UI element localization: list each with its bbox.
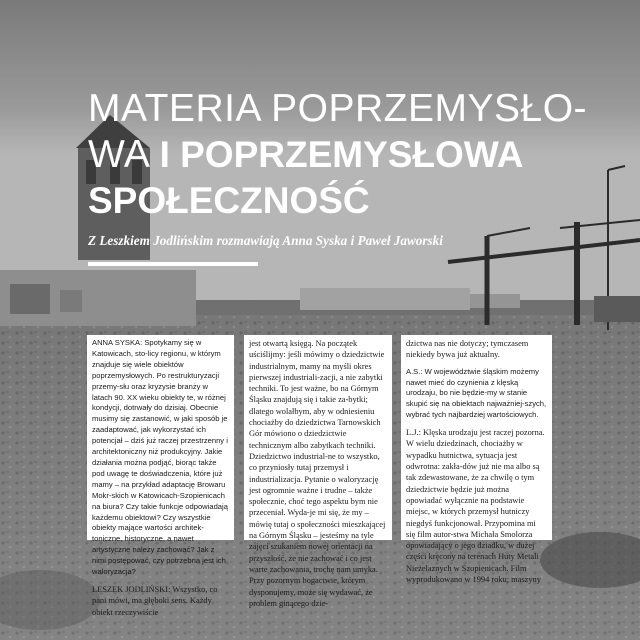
question-paragraph: ANNA SYSKA: Spotykamy się w Katowicach, sto-licy regionu, w którym znajduje się wiele obiektów poprzemysłowych. Po restrukturyzacji przemy-słu oraz kryzysie branży w latach 90. XX wieku obiekty te, w różnej kondycji, dotrwały do dzisiaj. Obecnie musimy się zastanowić, w jaki sposób je zaadaptować, jak wykorzystać ich potencjał – dziś już raczej przestrzenny i architektoniczny niż produkcyjny. Jakie działania można podjąć, biorąc także pod uwagę te doświadczenia, które już mamy – na przykład adaptację Browaru Mokr-skich w Katowicach-Szopienicach na biura? Czy takie funkcje odpowiadają każdemu obiektowi? Czy wszystkie obiekty mające wartości architek-toniczne, historyczne, a nawet artystyczne należy zachować? Jak z nimi postępować, czy potrzebna jest ich waloryzacja? — [92, 338, 228, 577]
title-bold-line-2: SPOŁECZNOŚĆ — [88, 180, 370, 221]
text-column-3 — [401, 335, 552, 584]
title-thin-line-2: WA — [88, 133, 160, 176]
answer-paragraph-continued: jest otwartą księgą. Na początek uściślijmy: jeśli mówimy o dziedzictwie industrialnym, mamy na myśli okres pierwszej industriali-zacji, a nie zabytki techniki. To jest ważne, bo na Górnym Śląsku znajdują się i takie za-bytki; dlatego wolałbym, aby w odniesieniu chociażby do dziedzictwa Tarnowskich Gór mówiono o dziedzictwie technicznym albo zabytkach techniki. Dziedzictwo industrial-ne to wszystko, co przyniosły tutaj przemysł i industrializacja. Pytanie o waloryzację jest ogromnie ważne i trudne – także społecznie, choć tego aspektu bym nie przeceniał. Wyda-je mi się, że my – mówię tutaj o społeczności mieszkającej na Górnym Śląsku – jesteśmy na tyle zajęci szukaniem nowej orientacji na przyszłość, że nie zachować i co jest warte zachowania, trochę nam umyka. Przy pozornym bogactwie, którym dysponujemy, może się wydawać, że problem ginącego dzie- — [249, 339, 386, 608]
title-underline — [88, 262, 258, 266]
answer-paragraph: LESZEK JODLIŃSKI: Wszystko, co pani mówi, ma głęboki sens. Każdy obiekt rzeczywiście — [92, 584, 218, 617]
title-thin-line-1: MATERIA POPRZEMYSŁO- — [88, 87, 588, 130]
text-column-1 — [87, 335, 234, 617]
article-subtitle: Z Leszkiem Jodlińskim rozmawiają Anna Syska i Paweł Jaworski — [88, 233, 443, 248]
answer-paragraph-2: L.J.: Klęska urodzaju jest raczej pozorna. W wielu dziedzinach, chociażby w wypadku hutnictwa, sytuacja jest odwrotna: zakła-dów już nie ma albo są tak zdewastowane, że za chwilę o tym dziedzictwie będzie już można opowiadać wyłącznie na podstawie miejsc, w których przemysł hutniczy niegdyś funkcjonował. Przypomina mi się film autor-stwa Michała Smolorza opowiadający o jego dziadku, w dużej części kręcony na terenach Huty Metali Nieżelaznych w Szopienicach. Film wyprodukowano w 1994 roku; maszyny — [406, 428, 545, 584]
title-bold-line-1: I POPRZEMYSŁOWA — [159, 134, 524, 175]
answer-paragraph-end: dzictwa nas nie dotyczy; tymczasem niekiedy bywa już aktualny. — [406, 339, 529, 360]
text-column-2 — [244, 335, 392, 608]
article-title — [88, 86, 608, 224]
question-paragraph-2: A.S.: W województwie śląskim możemy nawet mieć do czynienia z klęską urodzaju, bo nie będzie-my w stanie skupić się na obiektach najważniej-szych, wybrać tych najbardziej wartościowych. — [406, 366, 547, 420]
